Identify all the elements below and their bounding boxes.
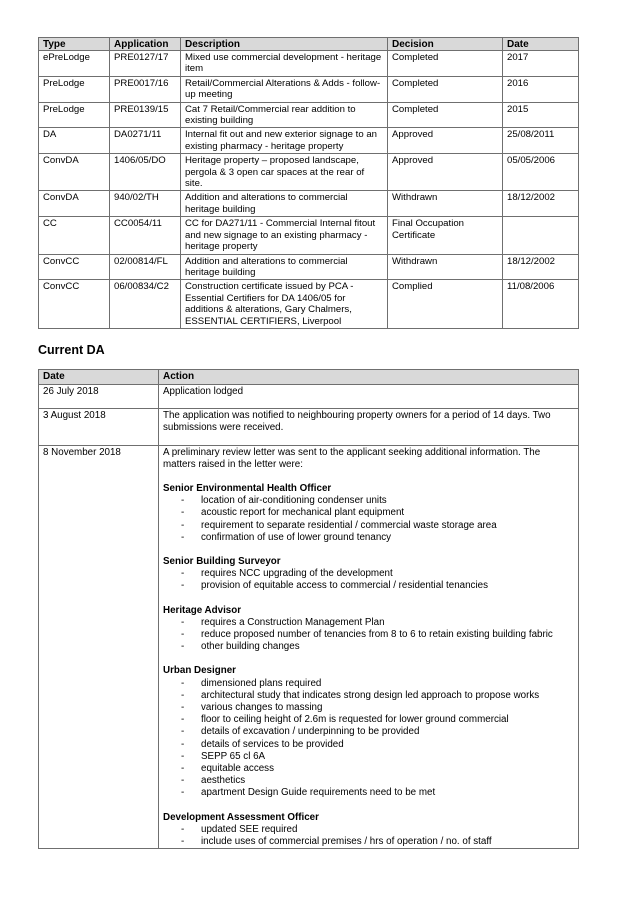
list-item: - details of services to be provided	[163, 739, 574, 751]
cell-type: CC	[39, 217, 110, 254]
cell-description: Addition and alterations to commercial heritage building	[181, 191, 388, 217]
cell-date	[503, 217, 579, 254]
matters-list	[163, 678, 574, 800]
cell-decision: Approved	[388, 128, 503, 154]
cell-decision: Final Occupation Certificate	[388, 217, 503, 254]
cell-date: 18/12/2002	[503, 191, 579, 217]
group-development-assessment-officer	[163, 812, 574, 849]
list-item: - requirement to separate residential / commercial waste storage area	[163, 520, 574, 532]
header-type: Type	[39, 38, 110, 51]
cell-description: Construction certificate issued by PCA - Essential Certifiers for DA 1406/05 for additions & alterations, Gary Chalmers, ESSENTIAL CERTIFIERS, Liverpool	[181, 280, 388, 329]
header-description: Description	[181, 38, 388, 51]
header-application: Application	[110, 38, 181, 51]
matters-list	[163, 824, 574, 848]
cell-description: Retail/Commercial Alterations & Adds - follow-up meeting	[181, 76, 388, 102]
current-da-table	[38, 369, 579, 849]
list-item: - floor to ceiling height of 2.6m is requested for lower ground commercial	[163, 714, 574, 726]
cell-decision: Completed	[388, 102, 503, 128]
list-item: - confirmation of use of lower ground tenancy	[163, 532, 574, 544]
table-row	[39, 280, 579, 329]
cell-type: ConvCC	[39, 254, 110, 280]
current-da-heading: Current DA	[38, 342, 105, 357]
cell-description: Addition and alterations to commercial heritage building	[181, 254, 388, 280]
group-title: Senior Building Surveyor	[163, 555, 281, 567]
list-item: - provision of equitable access to commercial / residential tenancies	[163, 580, 574, 592]
cell-type: PreLodge	[39, 102, 110, 128]
list-item: - aesthetics	[163, 775, 574, 787]
cell-application: PRE0127/17	[110, 51, 181, 77]
cell-date: 25/08/2011	[503, 128, 579, 154]
cell-date: 2017	[503, 51, 579, 77]
header-date: Date	[39, 369, 159, 384]
list-item: - requires a Construction Management Plan	[163, 617, 574, 629]
list-item: - equitable access	[163, 763, 574, 775]
group-title: Development Assessment Officer	[163, 811, 319, 823]
cell-action: The application was notified to neighbouring property owners for a period of 14 days. Two submissions were received.	[159, 409, 579, 445]
cell-application: CC0054/11	[110, 217, 181, 254]
list-item: - other building changes	[163, 641, 574, 653]
list-item: - location of air-conditioning condenser units	[163, 495, 574, 507]
table-row	[39, 51, 579, 77]
history-header-row	[39, 38, 579, 51]
table-row	[39, 191, 579, 217]
list-item: - architectural study that indicates strong design led approach to propose works	[163, 690, 574, 702]
cell-decision: Completed	[388, 51, 503, 77]
header-action: Action	[159, 369, 579, 384]
list-item: - updated SEE required	[163, 824, 574, 836]
cell-date: 26 July 2018	[39, 384, 159, 408]
table-row	[39, 445, 579, 849]
cell-decision: Withdrawn	[388, 254, 503, 280]
group-senior-building-surveyor	[163, 556, 574, 593]
cell-decision: Complied	[388, 280, 503, 329]
group-title: Urban Designer	[163, 665, 236, 677]
cell-action	[159, 445, 579, 849]
list-item: - various changes to massing	[163, 702, 574, 714]
cell-decision: Withdrawn	[388, 191, 503, 217]
table-row	[39, 409, 579, 445]
list-item: - SEPP 65 cl 6A	[163, 751, 574, 763]
group-senior-environmental-health-officer	[163, 483, 574, 544]
cell-description: CC for DA271/11 - Commercial Internal fitout and new signage to an existing pharmacy - heritage property	[181, 217, 388, 254]
da-header-row	[39, 369, 579, 384]
list-item: - requires NCC upgrading of the development	[163, 568, 574, 580]
list-item: - dimensioned plans required	[163, 678, 574, 690]
table-row	[39, 217, 579, 254]
cell-application: PRE0017/16	[110, 76, 181, 102]
list-item: - reduce proposed number of tenancies from 8 to 6 to retain existing building fabric	[163, 629, 574, 641]
cell-date: 2016	[503, 76, 579, 102]
cell-description: Heritage property – proposed landscape, pergola & 3 open car spaces at the rear of site.	[181, 154, 388, 191]
cell-application: DA0271/11	[110, 128, 181, 154]
matters-list	[163, 568, 574, 592]
cell-date: 3 August 2018	[39, 409, 159, 445]
cell-decision: Completed	[388, 76, 503, 102]
group-title: Heritage Advisor	[163, 604, 242, 616]
group-title: Senior Environmental Health Officer	[163, 482, 332, 494]
cell-action: Application lodged	[159, 384, 579, 408]
cell-description: Internal fit out and new exterior signage to an existing pharmacy - heritage property	[181, 128, 388, 154]
table-row	[39, 128, 579, 154]
cell-application: PRE0139/15	[110, 102, 181, 128]
cell-application: 02/00814/FL	[110, 254, 181, 280]
cell-application: 1406/05/DO	[110, 154, 181, 191]
cell-date: 18/12/2002	[503, 254, 579, 280]
application-history-table	[38, 37, 579, 329]
table-row	[39, 384, 579, 408]
table-row	[39, 154, 579, 191]
table-row	[39, 76, 579, 102]
list-item: - include uses of commercial premises / hrs of operation / no. of staff	[163, 836, 574, 848]
cell-description: Mixed use commercial development - heritage item	[181, 51, 388, 77]
document-page	[38, 37, 578, 849]
cell-type: ConvDA	[39, 154, 110, 191]
cell-type: ConvCC	[39, 280, 110, 329]
cell-type: ePreLodge	[39, 51, 110, 77]
cell-date: 11/08/2006	[503, 280, 579, 329]
matters-list	[163, 617, 574, 654]
header-date: Date	[503, 38, 579, 51]
group-heritage-advisor	[163, 605, 574, 654]
header-decision: Decision	[388, 38, 503, 51]
cell-date: 8 November 2018	[39, 445, 159, 849]
cell-type: PreLodge	[39, 76, 110, 102]
cell-date: 05/05/2006	[503, 154, 579, 191]
list-item: - acoustic report for mechanical plant equipment	[163, 507, 574, 519]
list-item: - apartment Design Guide requirements need to be met	[163, 787, 574, 799]
cell-type: ConvDA	[39, 191, 110, 217]
list-item: - details of excavation / underpinning to be provided	[163, 726, 574, 738]
cell-description: Cat 7 Retail/Commercial rear addition to existing building	[181, 102, 388, 128]
review-letter-intro: A preliminary review letter was sent to the applicant seeking additional information. The matters raised in the letter were:	[163, 446, 541, 470]
table-row	[39, 254, 579, 280]
cell-decision: Approved	[388, 154, 503, 191]
cell-application: 940/02/TH	[110, 191, 181, 217]
group-urban-designer	[163, 665, 574, 799]
matters-list	[163, 495, 574, 544]
table-row	[39, 102, 579, 128]
cell-application: 06/00834/C2	[110, 280, 181, 329]
cell-date: 2015	[503, 102, 579, 128]
cell-type: DA	[39, 128, 110, 154]
